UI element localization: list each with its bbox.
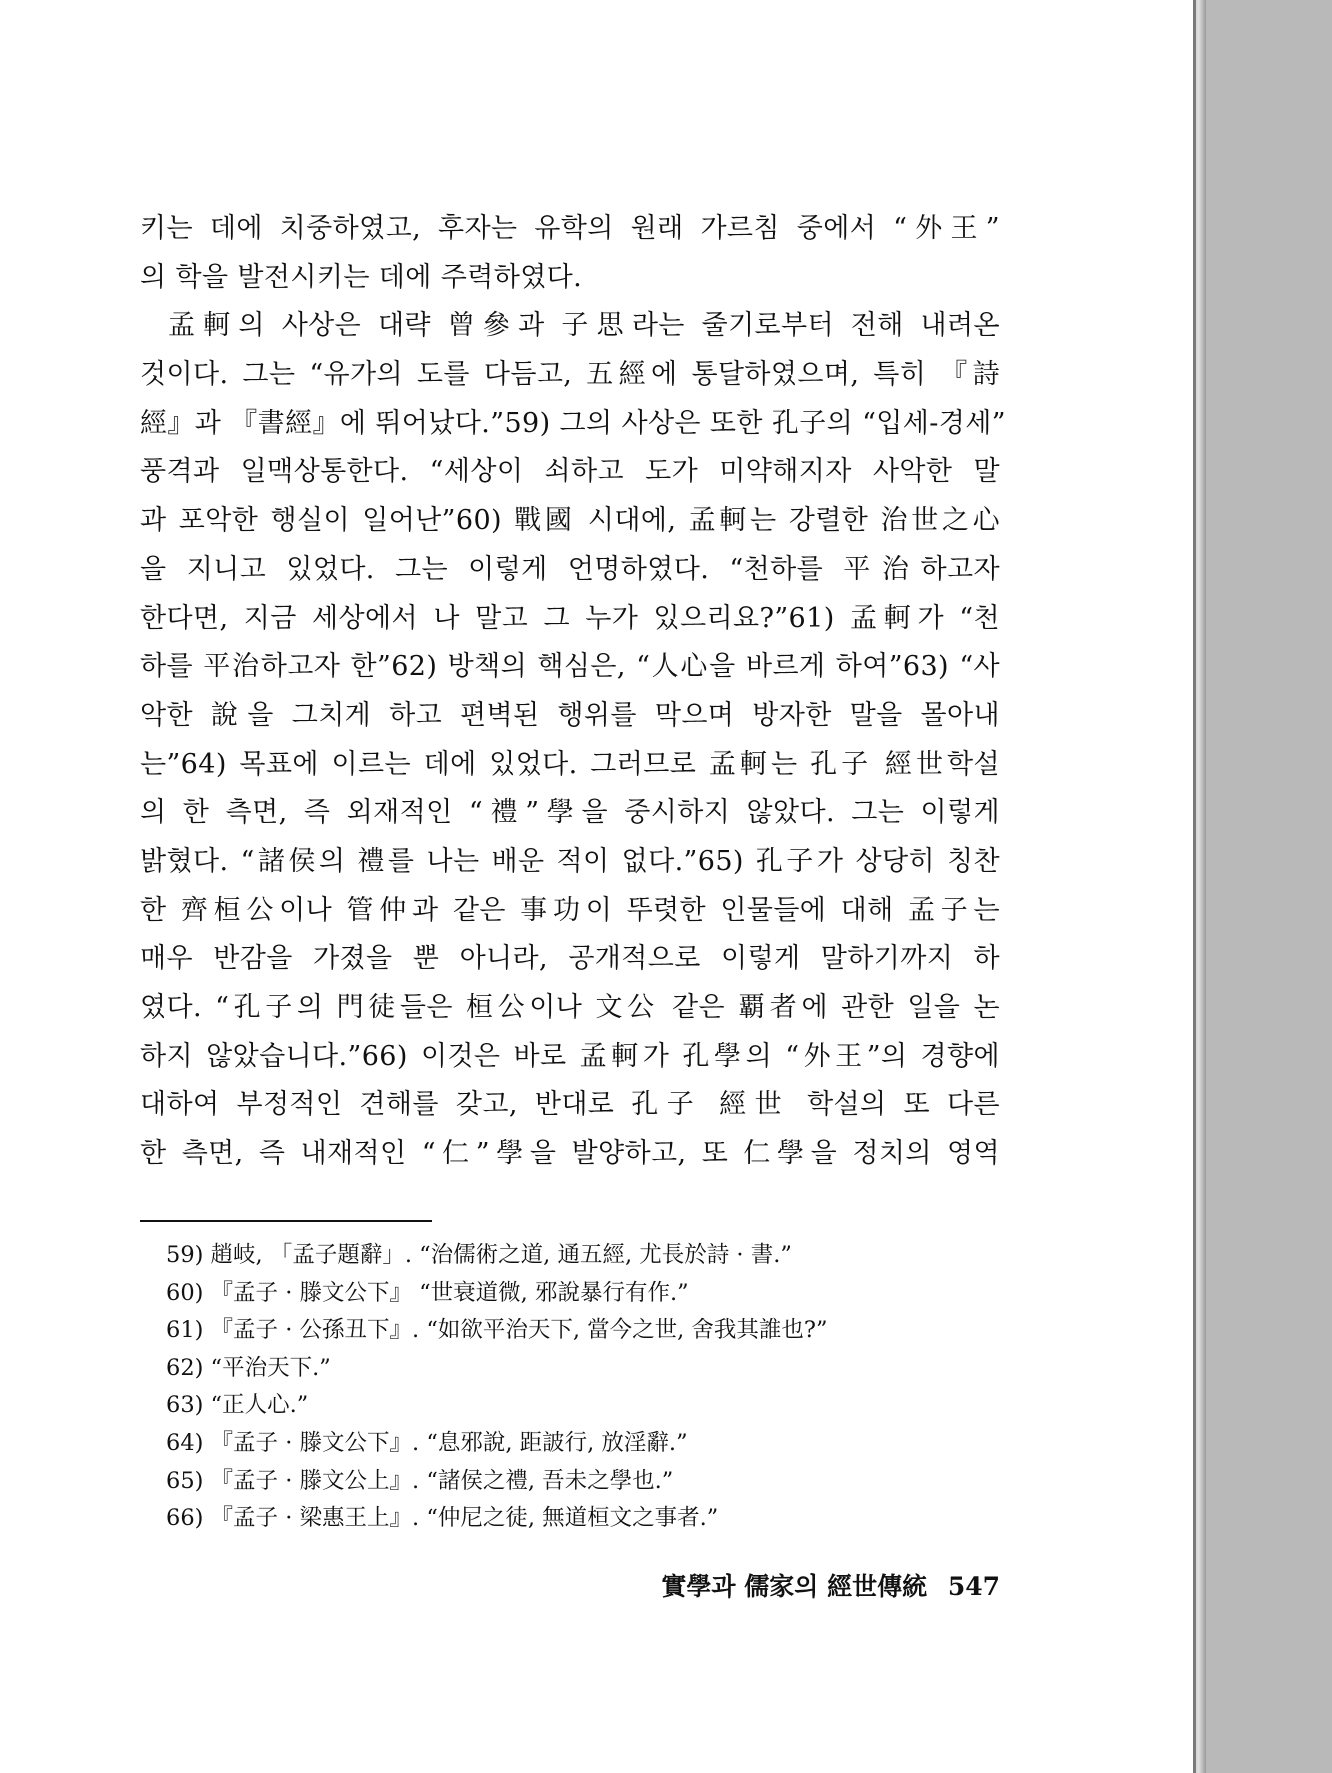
footnotes <box>166 1237 986 1538</box>
text-line: 악한 說을 그치게 하고 편벽된 행위를 막으며 방자한 말을 몰아내 <box>140 699 1000 731</box>
text-line: 의 학을 발전시키는 데에 주력하였다. <box>140 261 583 293</box>
footnote: 64) 『孟子 · 滕文公下』. “息邪說, 距詖行, 放淫辭.” <box>166 1429 688 1456</box>
text-line: 의 한 측면, 즉 외재적인 “禮”學을 중시하지 않았다. 그는 이렇게 <box>140 797 1000 829</box>
text-line: 을 지니고 있었다. 그는 이렇게 언명하였다. “천하를 平治하고자 <box>140 553 1000 585</box>
text-line: 과 포악한 행실이 일어난”60) 戰國 시대에, 孟軻는 강렬한 治世之心 <box>140 505 1000 537</box>
footnote: 59) 趙岐, 「孟子題辭」. “治儒術之道, 通五經, 尤長於詩 · 書.” <box>166 1242 792 1268</box>
running-footer <box>600 1567 1000 1603</box>
text-line: 밝혔다. “諸侯의 禮를 나는 배운 적이 없다.”65) 孔子가 상당히 칭찬 <box>140 845 1000 877</box>
text-line: 였다. “孔子의 門徒들은 桓公이나 文公 같은 覇者에 관한 일을 논 <box>140 992 1000 1023</box>
text-line: 한 측면, 즉 내재적인 “仁”學을 발양하고, 또 仁學을 정치의 영역 <box>140 1138 1000 1170</box>
text-line: 풍격과 일맥상통한다. “세상이 쇠하고 도가 미약해지자 사악한 말 <box>140 456 1000 488</box>
body-text <box>140 205 1006 1179</box>
footnote-divider <box>140 1220 432 1222</box>
text-line: 키는 데에 치중하였고, 후자는 유학의 원래 가르침 중에서 “外王” <box>140 213 1000 244</box>
footnote: 63) “正人心.” <box>166 1392 309 1419</box>
footnote: 66) 『孟子 · 梁惠王上』. “仲尼之徒, 無道桓文之事者.” <box>166 1505 719 1532</box>
text-line: 하지 않았습니다.”66) 이것은 바로 孟軻가 孔學의 “外王”의 경향에 <box>140 1040 1000 1072</box>
text-line: 한 齊桓公이나 管仲과 같은 事功이 뚜렷한 인물들에 대해 孟子는 <box>140 894 1000 926</box>
running-title: 實學과 儒家의 經世傳統 <box>661 1572 928 1601</box>
text-line: 하를 平治하고자 한”62) 방책의 핵심은, “人心을 바르게 하여”63) “사 <box>140 651 1000 683</box>
text-line: 대하여 부정적인 견해를 갖고, 반대로 孔子 經世 학설의 또 다른 <box>140 1089 1000 1121</box>
footnote: 62) “平治天下.” <box>166 1354 331 1381</box>
page-stack-edge <box>1198 0 1206 1773</box>
text-line: 매우 반감을 가졌을 뿐 아니라, 공개적으로 이렇게 말하기까지 하 <box>140 943 1000 975</box>
text-line: 는”64) 목표에 이르는 데에 있었다. 그러므로 孟軻는 孔子 經世학설 <box>140 748 1000 780</box>
text-line: 孟軻의 사상은 대략 曾參과 子思라는 줄기로부터 전해 내려온 <box>168 310 1000 342</box>
footnote: 61) 『孟子 · 公孫丑下』. “如欲平治天下, 當今之世, 舍我其誰也?” <box>166 1317 828 1344</box>
text-line: 한다면, 지금 세상에서 나 말고 그 누가 있으리요?”61) 孟軻가 “천 <box>140 602 1000 634</box>
page-number: 547 <box>947 1572 1000 1601</box>
footnote: 60) 『孟子 · 滕文公下』 “世衰道微, 邪說暴行有作.” <box>166 1279 689 1306</box>
footnote: 65) 『孟子 · 滕文公上』. “諸侯之禮, 吾未之學也.” <box>166 1467 674 1494</box>
text-line: 經』과 『書經』에 뛰어났다.”59) 그의 사상은 또한 孔子의 “입세-경세” <box>140 407 1006 439</box>
text-line: 것이다. 그는 “유가의 도를 다듬고, 五經에 통달하였으며, 특히 『詩 <box>140 359 1000 391</box>
